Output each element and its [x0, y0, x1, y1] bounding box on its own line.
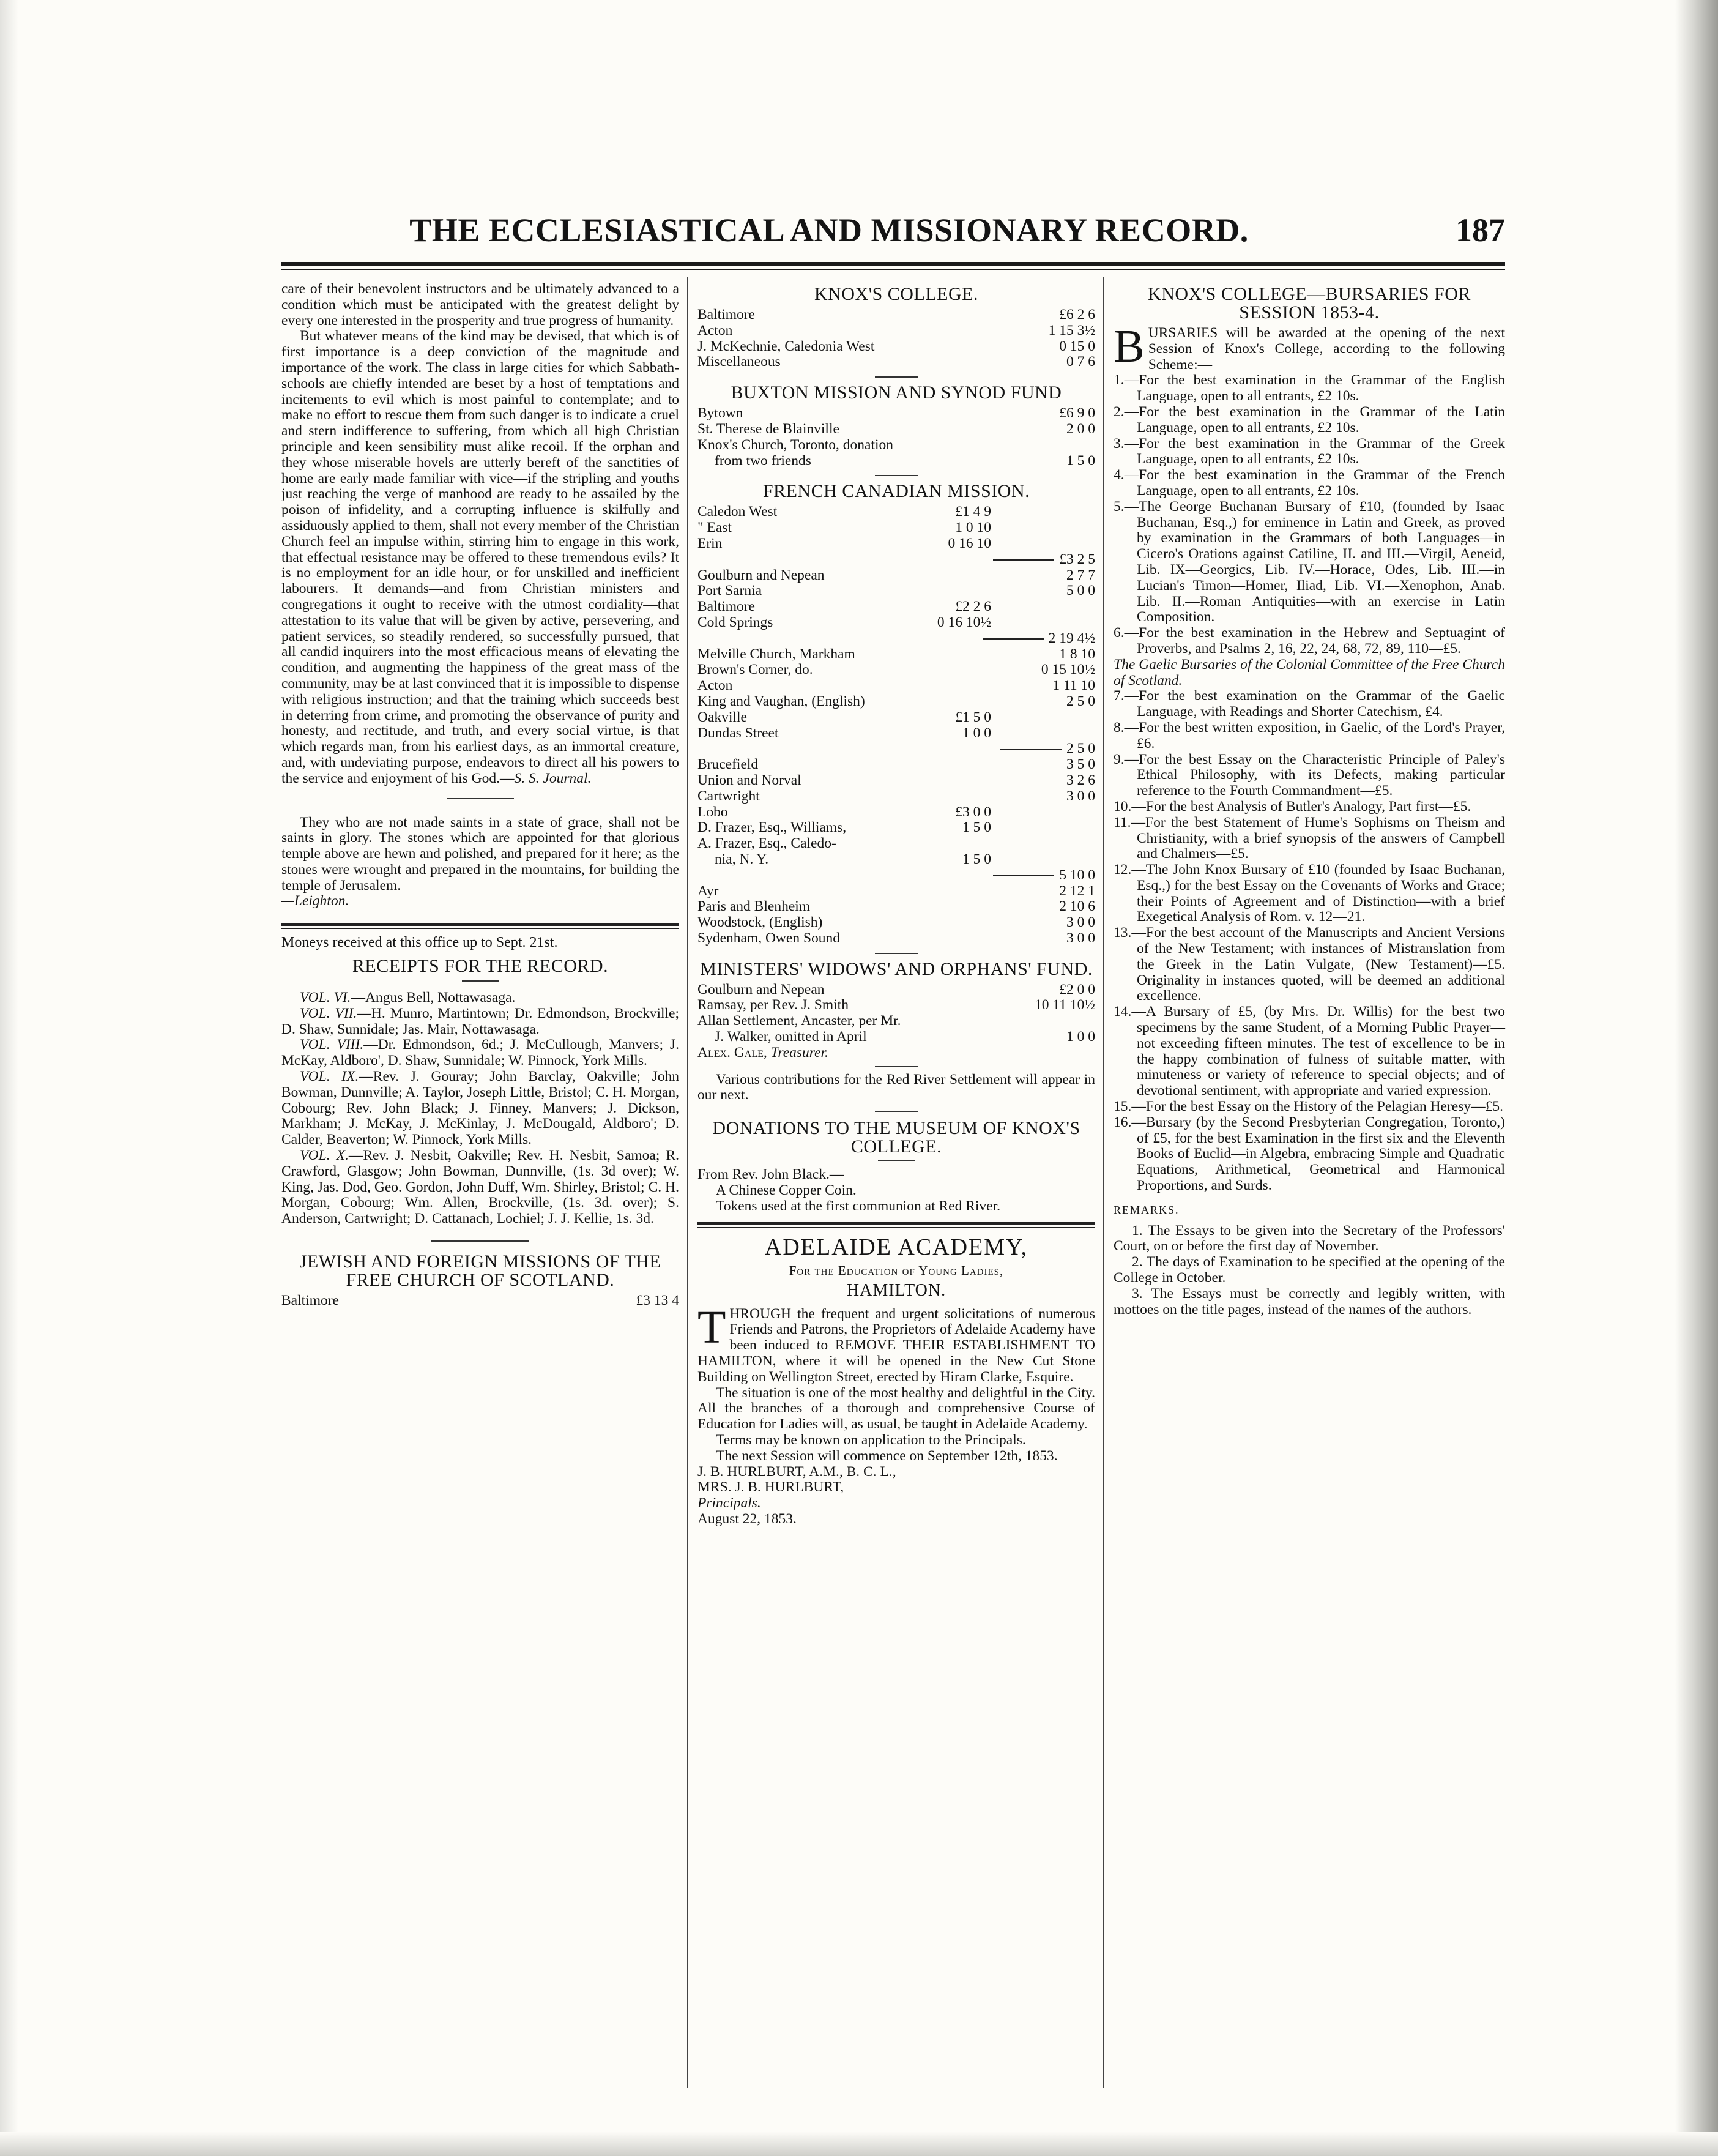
ledger-label: Oakville: [697, 709, 747, 725]
page-edge-bottom: [0, 2132, 1718, 2156]
ledger-label: Woodstock, (English): [697, 915, 823, 931]
ledger-label: Miscellaneous: [697, 354, 781, 370]
ledger-label: St. Therese de Blainville: [697, 421, 839, 437]
header-rule: [281, 262, 1505, 266]
ledger-label: Erin: [697, 535, 723, 551]
museum-donations-heading: DONATIONS TO THE MUSEUM OF KNOX'S COLLEGE.: [712, 1118, 1080, 1157]
gaelic-bursaries-heading: The Gaelic Bursaries of the Colonial Committee of the Free Church of Scotland.: [1114, 656, 1505, 688]
advert-paragraph: Terms may be known on application to the Principals.: [716, 1432, 1026, 1449]
advert-paragraph: The situation is one of the most healthy and delightful in the City. All the branches of a thorough and comprehensive Course of Education for Ladies will, as usual, be taught in Adelaide Academy.: [697, 1384, 1095, 1433]
separator-rule: [447, 798, 514, 799]
ledger-amount: 3 0 0: [1066, 914, 1095, 931]
volume-label: VOL. VIII.: [300, 1037, 364, 1053]
section-rule: [281, 923, 679, 929]
ledger-row: [697, 406, 1095, 422]
red-river-note: Various contributions for the Red River Settlement will appear in our next.: [697, 1071, 1095, 1103]
buxton-mission-heading: BUXTON MISSION AND SYNOD FUND: [731, 382, 1062, 403]
bursary-item: 11.—For the best Statement of Hume's Sophisms on Theism and Christianity, with a brief synopsis of the answers of Campbell and Chalmers—£5.: [1114, 814, 1505, 862]
advert-paragraph: The next Session will commence on September 12th, 1853.: [716, 1447, 1058, 1464]
ledger-row: [697, 1013, 1095, 1029]
ledger-label: Brucefield: [697, 757, 759, 773]
separator-rule: [875, 475, 918, 476]
ledger-row: [697, 998, 1095, 1013]
ledger-label: Cold Springs: [697, 614, 773, 630]
ledger-label: Goulburn and Nepean: [697, 982, 825, 998]
ledger-amount: 2 5 0: [1066, 693, 1095, 709]
ledger-label: Acton: [697, 678, 733, 694]
ledger-row: [697, 307, 1095, 323]
article-source: S. S. Journal.: [514, 770, 592, 786]
ledger-row: [697, 899, 1095, 915]
ledger-row: [697, 710, 991, 726]
ledger-label: Knox's Church, Toronto, donation: [697, 437, 894, 453]
section-rule: [697, 1222, 1095, 1228]
receipt-entry: [281, 990, 679, 1006]
advert-subtitle: For the Education of Young Ladies,: [789, 1263, 1004, 1278]
ledger-amount: 3 2 6: [1066, 772, 1095, 788]
ledger-amount: 0 16 10½: [937, 614, 991, 630]
ledger-row: [697, 1029, 1095, 1045]
adelaide-academy-advert: [697, 1234, 1095, 1527]
knox-college-heading: KNOX'S COLLEGE.: [814, 284, 978, 304]
ledger-amount: 1 11 10: [1052, 677, 1095, 694]
ledger-label: Union and Norval: [697, 772, 801, 788]
receipts-heading: RECEIPTS FOR THE RECORD.: [352, 956, 609, 977]
ledger-row: [697, 536, 991, 552]
ledger-amount: £3 13 4: [636, 1292, 679, 1309]
ledger-label: Baltimore: [697, 599, 755, 615]
ledger-label: from two friends: [715, 453, 811, 469]
advert-principal: J. B. HURLBURT, A.M., B. C. L.,: [697, 1463, 896, 1480]
ledger-row: [697, 915, 1095, 931]
ledger-amount: 0 7 6: [1066, 354, 1095, 370]
ledger-label: Baltimore: [697, 307, 755, 323]
ledger-label: Allan Settlement, Ancaster, per Mr.: [697, 1013, 901, 1029]
museum-item: Tokens used at the first communion at Red River.: [716, 1198, 1001, 1214]
bursary-item: 4.—For the best examination in the Grammar of the French Language, open to all entrants, £2 10s.: [1114, 467, 1505, 499]
separator-rule: [875, 1066, 918, 1067]
treasurer-name: Alex. Gale,: [697, 1044, 767, 1061]
ledger-row: [697, 568, 1095, 584]
page-title: THE ECCLESIASTICAL AND MISSIONARY RECORD.: [409, 212, 1249, 248]
remark-item: 3. The Essays must be correctly and legibly written, with mottoes on the title pages, instead of the names of the authors.: [1114, 1285, 1505, 1318]
bursaries-heading: KNOX'S COLLEGE—BURSARIES FOR SESSION 1853-4.: [1148, 284, 1471, 323]
separator-rule: [878, 1160, 915, 1161]
ledger-amount: 2 0 0: [1066, 420, 1095, 437]
ledger-label: A. Frazer, Esq., Caledo-: [697, 836, 836, 852]
ledger-amount: 3 0 0: [1066, 788, 1095, 804]
treasurer-title: Treasurer.: [770, 1044, 828, 1061]
ledger-amount: £1 5 0: [955, 709, 991, 725]
ledger-group: [697, 710, 991, 742]
ledger-label: Brown's Corner, do.: [697, 662, 813, 678]
ledger-label: Dundas Street: [697, 725, 779, 741]
article-paragraph: [281, 329, 679, 786]
drop-cap: B: [1114, 321, 1145, 372]
ledger-amount: 1 5 0: [962, 851, 991, 867]
ledger-row: [697, 757, 1095, 773]
ledger-row: [697, 678, 1095, 694]
ledger-amount: 10 11 10½: [1034, 997, 1095, 1013]
french-canadian-mission-heading: FRENCH CANADIAN MISSION.: [762, 481, 1030, 502]
header-rule-thin: [281, 269, 1505, 270]
advert-paragraph: [697, 1301, 1095, 1386]
receipt-text: —Rev. J. Gouray; John Barclay, Oakville; John Bowman, Dunnville; A. Taylor, Joseph Little, Bristol; C. H. Morgan, Cobourg; Rev. John Black; J. Finney, Manvers; J. Dickson, Markham; J. McKay, J. McKinlay, J. McDougald, Aldboro'; D. Calder, Beaverton; W. Pinnock, York Mills.: [281, 1069, 679, 1148]
ledger-subtotal: [697, 868, 1095, 884]
ledger-row: [697, 504, 991, 520]
ledger-label: Caledon West: [697, 504, 778, 520]
ledger-row: [697, 422, 1095, 438]
column-divider: [1103, 277, 1104, 2088]
bursary-item: 16.—Bursary (by the Second Presbyterian Congregation, Toronto,) of £5, for the best Examination in the first six and the Eleventh Books of Euclid—in Algebra, embracing Simple and Quadratic Equations, Arithmetical, Geometrical and Harmonical Proportions, and Surds.: [1114, 1114, 1505, 1194]
ledger-subtotal: [697, 552, 1095, 568]
bursary-item: 7.—For the best examination on the Grammar of the Gaelic Language, with Readings and Shorter Catechism, £4.: [1114, 688, 1505, 720]
ledger-amount: 0 16 10: [948, 535, 991, 551]
separator-rule: [875, 953, 918, 954]
receipt-text: —Dr. Edmondson, 6d.; J. McCullough, Manvers; J. McKay, Aldboro', D. Shaw, Sunnidale; W. Pinnock, York Mills.: [281, 1037, 679, 1069]
ledger-amount: 3 5 0: [1066, 756, 1095, 773]
advert-city: HAMILTON.: [846, 1280, 946, 1300]
bursary-item: 2.—For the best examination in the Grammar of the Latin Language, open to all entrants, £2 10s.: [1114, 403, 1505, 436]
column-divider: [687, 277, 688, 2088]
column-left: [281, 282, 679, 1309]
ledger-amount: £3 0 0: [955, 804, 991, 820]
column-right: [1114, 282, 1505, 1318]
ledger-label: Paris and Blenheim: [697, 899, 811, 915]
ledger-label: Cartwright: [697, 788, 760, 804]
ledger-label: J. Walker, omitted in April: [715, 1029, 867, 1045]
subtotal-amount: 2 5 0: [1066, 740, 1095, 757]
ledger-row: [697, 884, 1095, 900]
page-number: 187: [1456, 212, 1505, 248]
ledger-amount: 5 0 0: [1066, 583, 1095, 599]
bursary-item: 5.—The George Buchanan Bursary of £10, (founded by Isaac Buchanan, Esq.,) for eminence in Latin and Greek, as proved by examination in the Grammars of both Languages—in Cicero's Orations against Catiline, II. and III.—Virgil, Aeneid, Lib. IX—Georgics, Lib. IV.—Horace, Odes, Lib. III.—in Lucian's Timon—Homer, Iliad, Lib. VI.—Xenophon, Anab. Lib. II.—Roman Antiquities—with an exercise in Latin Composition.: [1114, 498, 1505, 625]
article-paragraph: care of their benevolent instructors and be ultimately advanced to a condition which must be anticipated with the greatest delight by every one interested in the prosperity and true progress of humanity.: [281, 281, 679, 329]
separator-rule: [875, 376, 918, 378]
bursary-item: 9.—For the best Essay on the Characteristic Principle of Paley's Ethical Philosophy, with its Defects, making particular reference to the Fourth Commandment—£5.: [1114, 751, 1505, 799]
ledger-row: [697, 852, 991, 868]
ledger-row: [697, 647, 1095, 663]
treasurer-signature: [697, 1045, 1095, 1061]
drop-cap: T: [697, 1301, 726, 1353]
running-header: [281, 211, 1505, 263]
subtotal-amount: 2 19 4½: [1048, 630, 1095, 646]
bursary-item: 14.—A Bursary of £5, (by Mrs. Dr. Willis) for the best two specimens by the same Student, of a Morning Public Prayer—not exceeding fifteen minutes. The test of excellence to be in the happy combination of fulness of suitable matter, with minuteness or variety of reference to special objects; and of devotional sentiment, with appropriate and varied expression.: [1114, 1004, 1505, 1099]
receipt-text: —Rev. J. Nesbit, Oakville; Rev. H. Nesbit, Samoa; R. Crawford, Glasgow; John Bowman, Dunnville, (1s. 3d over); W. King, Jas. Dod, Geo. Gordon, John Duff, Wm. Shirley, Bristol; C. H. Morgan, Cobourg; Wm. Allen, Brockville, (1s. 3d. over); S. Anderson, Cartwright; D. Cattanach, Lochiel; J. J. Kellie, 1s. 3d.: [281, 1147, 679, 1227]
page-edge-right: [1675, 0, 1718, 2156]
ledger-label: Goulburn and Nepean: [697, 567, 825, 583]
ledger-row: [697, 726, 991, 742]
receipt-entry: [281, 1006, 679, 1038]
ledger-row: [697, 339, 1095, 355]
ledger-subtotal: [697, 741, 1095, 757]
ledger-label: Port Sarnia: [697, 583, 762, 599]
receipt-text: —Angus Bell, Nottawasaga.: [351, 990, 516, 1006]
ledger-row: [697, 583, 1095, 599]
advert-principal: MRS. J. B. HURLBURT,: [697, 1479, 844, 1496]
ledger-row: [697, 931, 1095, 947]
ledger-row: [697, 323, 1095, 339]
remarks-heading: REMARKS.: [1114, 1203, 1180, 1216]
ledger-label: King and Vaughan, (English): [697, 693, 865, 709]
bursaries-intro: [1114, 321, 1505, 373]
ledger-row: [697, 453, 1095, 469]
ledger-label: Acton: [697, 323, 733, 338]
page-edge-left: [0, 0, 18, 2156]
ledger-amount: 3 0 0: [1066, 930, 1095, 946]
ledger-group: [697, 599, 991, 631]
receipt-text: —H. Munro, Martintown; Dr. Edmondson, Brockville; D. Shaw, Sunnidale; Jas. Mair, Nottawasaga.: [281, 1005, 680, 1037]
ledger-label: nia, N. Y.: [715, 851, 769, 867]
advert-date: August 22, 1853.: [697, 1511, 797, 1527]
ledger-label: J. McKechnie, Caledonia West: [697, 338, 875, 354]
moneys-note: Moneys received at this office up to Sept. 21st.: [281, 934, 558, 951]
quote-paragraph: They who are not made saints in a state of grace, shall not be saints in glory. The stones which are appointed for that glorious temple above are hewn and polished, and prepared for it here; as the stones were wrought and prepared in the mountains, for building the temple of Jerusalem.: [281, 814, 679, 893]
ledger-amount: 1 0 10: [955, 520, 991, 536]
ledger-subtotal: [697, 631, 1095, 647]
volume-label: VOL. IX.: [300, 1069, 359, 1085]
ledger-amount: 1 5 0: [1066, 452, 1095, 469]
receipt-entry: [281, 1148, 679, 1227]
ledger-row: [697, 820, 991, 836]
ledger-amount: 0 15 10½: [1041, 662, 1095, 678]
column-middle: [697, 282, 1095, 1527]
ledger-group: [697, 504, 991, 551]
ledger-row: [697, 662, 1095, 678]
ledger-amount: £1 4 9: [955, 504, 991, 520]
bursary-item: 8.—For the best written exposition, in Gaelic, of the Lord's Prayer, £6.: [1114, 719, 1505, 752]
ledger-label: Melville Church, Markham: [697, 646, 855, 662]
widows-orphans-fund-heading: MINISTERS' WIDOWS' AND ORPHANS' FUND.: [700, 958, 1093, 979]
intro-text: URSARIES will be awarded at the opening of the next Session of Knox's College, according to the following Scheme:—: [1148, 325, 1505, 373]
ledger-amount: 1 0 0: [1066, 1029, 1095, 1045]
separator-rule: [462, 980, 499, 982]
bursary-item: 15.—For the best Essay on the History of the Pelagian Heresy—£5.: [1114, 1099, 1504, 1115]
remark-item: 2. The days of Examination to be specified at the opening of the College in October.: [1114, 1254, 1505, 1286]
separator-rule-ornament: [431, 1240, 529, 1242]
ledger-amount: £2 2 6: [955, 599, 991, 615]
ledger-amount: 2 7 7: [1066, 567, 1095, 583]
ledger-group: [697, 805, 991, 868]
ledger-amount: 1 8 10: [1059, 646, 1095, 662]
article-text: But whatever means of the kind may be devised, that which is of first importance is a deep conviction of the magnitude and importance of the work. The class in large cities for which Sabbath-schools are chiefly intended are beset by a host of temptations and incitements to evil which is most painful to contemplate; and to make no effort to rescue them from such danger is to indicate a cruel and stern indifference to suffering, from which all high Christian principle and keen sensibility must alike recoil. If the orphan and they whose miserable hovels are utterly bereft of the sanctities of home are early made familiar with vice—if the stripling and youths just reaching the verge of manhood are ready to be assailed by the poison of infidelity, and a corrupting influence is skilfully and assiduously applied to them, shall not every member of the Christian Church feel an impulse within, stirring him to engage in this work, that effectual resistance may be offered to these tremendous evils? It is no employment for an idle hour, or for unskilled and inefficient labourers. It demands—and from Christian ministers and congregations it ought to receive with the utmost cordiality—that attestation to its value that will be given by active, persevering, and patient services, so steadily rendered, so successfully pursued, that all candid inquirers into the most efficacious means of elevating the condition, and augmenting the happiness of the great mass of the community, may be at last convinced that it is impossible to dispense with religious instruction; and that the training which succeeds best in deterring from crime, and promoting the observance of purity and honesty, and rectitude, and truth, and every social virtue, is that which regards man, from his earliest days, as an immortal creature, and, with undeviating purpose, endeavors to direct all his powers to the service and enjoyment of his God.—: [281, 328, 679, 786]
volume-label: VOL. VII.: [300, 1005, 357, 1021]
ledger-row: [697, 805, 991, 821]
ledger-label: Baltimore: [281, 1293, 339, 1309]
ledger-label: " East: [697, 520, 732, 536]
bursary-item: 6.—For the best examination in the Hebrew and Septuagint of Proverbs, and Psalms 2, 16, 22, 24, 68, 72, 89, 110—£5.: [1114, 625, 1505, 657]
subtotal-amount: 5 10 0: [1059, 867, 1095, 883]
ledger-amount: 2 10 6: [1059, 898, 1095, 915]
ledger-row: [697, 836, 991, 852]
quote-source: —Leighton.: [281, 893, 349, 909]
bursary-item: 12.—The John Knox Bursary of £10 (founded by Isaac Buchanan, Esq.,) for the best Essay on the Covenants of Works and Grace; their Points of Agreement and of Distinction—with a brief Exegetical Analysis of Rom. v. 12—21.: [1114, 862, 1505, 925]
ledger-label: Ayr: [697, 883, 719, 899]
ledger-row: [697, 982, 1095, 998]
ledger-label: D. Frazer, Esq., Williams,: [697, 820, 847, 836]
receipt-entry: [281, 1037, 679, 1069]
ledger-row: [697, 520, 991, 536]
ledger-row: [697, 438, 1095, 453]
ledger-row: [697, 354, 1095, 370]
receipts-list: [281, 990, 679, 1227]
volume-label: VOL. VI.: [300, 990, 351, 1006]
advert-principals-label: Principals.: [697, 1495, 761, 1512]
museum-from: From Rev. John Black.—: [697, 1166, 844, 1183]
museum-item: A Chinese Copper Coin.: [716, 1182, 857, 1199]
ledger-amount: 2 12 1: [1059, 882, 1095, 899]
separator-rule: [875, 1111, 918, 1112]
ledger-row: [281, 1293, 679, 1309]
ledger-label: Bytown: [697, 406, 743, 422]
ledger-label: Lobo: [697, 804, 728, 820]
jewish-missions-heading: JEWISH AND FOREIGN MISSIONS OF THE FREE CHURCH OF SCOTLAND.: [299, 1251, 661, 1291]
bursary-item: 1.—For the best examination in the Grammar of the English Language, open to all entrants, £2 10s.: [1114, 372, 1505, 405]
ledger-amount: 0 15 0: [1059, 338, 1095, 354]
bursary-item: 13.—For the best account of the Manuscripts and Ancient Versions of the New Testament; with instances of Mistranslation from the Greek in the Latin Vulgate, (New Testament)—£5. Originality in instances quoted, will be deemed an additional excellence.: [1114, 925, 1505, 1004]
advert-text: HROUGH the frequent and urgent solicitations of numerous Friends and Patrons, the Proprietors of Adelaide Academy have been induced to REMOVE THEIR ESTABLISHMENT TO HAMILTON, where it will be opened in the New Cut Stone Building on Wellington Street, erected by Hiram Clarke, Esquire.: [697, 1305, 1095, 1385]
bursary-item: 3.—For the best examination in the Grammar of the Greek Language, open to all entrants, £2 10s.: [1114, 435, 1505, 468]
ledger-amount: 1 15 3½: [1048, 322, 1095, 338]
remark-item: 1. The Essays to be given into the Secretary of the Professors' Court, on or before the first day of November.: [1114, 1222, 1505, 1255]
ledger-amount: 1 0 0: [962, 725, 991, 741]
ledger-label: Ramsay, per Rev. J. Smith: [697, 998, 849, 1013]
receipt-entry: [281, 1069, 679, 1148]
ledger-row: [697, 599, 991, 615]
ledger-amount: 1 5 0: [962, 819, 991, 836]
volume-label: VOL. X.: [300, 1147, 349, 1164]
subtotal-amount: £3 2 5: [1059, 551, 1095, 567]
advert-title: ADELAIDE ACADEMY,: [764, 1234, 1028, 1260]
ledger-label: Sydenham, Owen Sound: [697, 930, 841, 946]
ledger-row: [697, 773, 1095, 789]
ledger-row: [697, 694, 1095, 710]
ledger-row: [697, 615, 991, 631]
bursary-item: 10.—For the best Analysis of Butler's Analogy, Part first—£5.: [1114, 798, 1471, 815]
ledger-amount: £2 0 0: [1059, 981, 1095, 998]
ledger-amount: £6 2 6: [1059, 307, 1095, 323]
ledger-amount: £6 9 0: [1059, 405, 1095, 422]
ledger-row: [697, 789, 1095, 805]
